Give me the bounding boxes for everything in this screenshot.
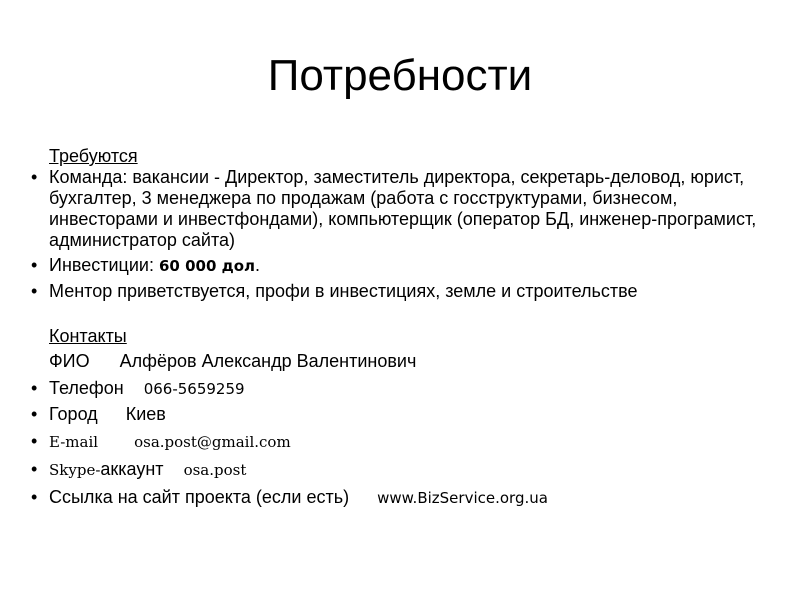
bullet-icon: •: [31, 378, 38, 398]
phone-label: Телефон: [49, 378, 124, 398]
city-label: Город: [49, 404, 98, 424]
investments-item: [31, 255, 771, 277]
bullet-icon: •: [31, 487, 38, 507]
bullet-icon: •: [31, 167, 38, 187]
bullet-icon: •: [31, 431, 38, 451]
bullet-icon: •: [31, 281, 38, 301]
name-line: [31, 351, 771, 372]
team-item: [31, 167, 771, 251]
mentor-item: [31, 281, 771, 302]
skype-label-latin: Skype-: [49, 461, 101, 479]
spacer: [31, 302, 771, 326]
bullet-icon: •: [31, 459, 38, 479]
bullet-icon: •: [31, 255, 38, 275]
name-value: Алфёров Александр Валентинович: [119, 351, 417, 371]
site-label: Ссылка на сайт проекта (если есть): [49, 487, 350, 507]
site-link[interactable]: www.BizService.org.ua: [377, 489, 548, 507]
phone-value: 066-5659259: [143, 380, 245, 398]
email-label: E-mail: [49, 433, 99, 451]
skype-item: [31, 459, 771, 481]
slide-body: [31, 146, 771, 509]
email-value: osa.post@gmail.com: [134, 433, 291, 451]
contacts-heading: Контакты: [49, 326, 127, 346]
name-label: ФИО: [49, 351, 90, 371]
site-item: [31, 487, 771, 509]
needs-heading: Требуются: [49, 146, 138, 166]
slide-title: Потребности: [267, 51, 533, 100]
investments-amount: 60 000 дол: [158, 257, 256, 275]
skype-value: osa.post: [183, 461, 247, 479]
investments-label: Инвестиции:: [49, 255, 154, 275]
needs-heading-line: [31, 146, 771, 167]
phone-item: [31, 378, 771, 400]
contacts-heading-line: [31, 326, 771, 347]
team-text: Команда: вакансии - Директор, заместитель директора, секретарь-деловод, юрист, бухгалтер, 3 менеджера по продажам (работа с госструктурами, бизнесом, инвесторами и инвестфондами), компьютерщик (оператор БД, инженер-програмист, администратор сайта): [49, 167, 757, 250]
city-value: Киев: [125, 404, 166, 424]
city-item: [31, 404, 771, 425]
skype-label-cyr: аккаунт: [100, 459, 164, 479]
bullet-icon: •: [31, 404, 38, 424]
mentor-text: Ментор приветствуется, профи в инвестициях, земле и строительстве: [49, 281, 638, 301]
email-item: [31, 431, 771, 453]
investments-end: .: [255, 255, 261, 275]
